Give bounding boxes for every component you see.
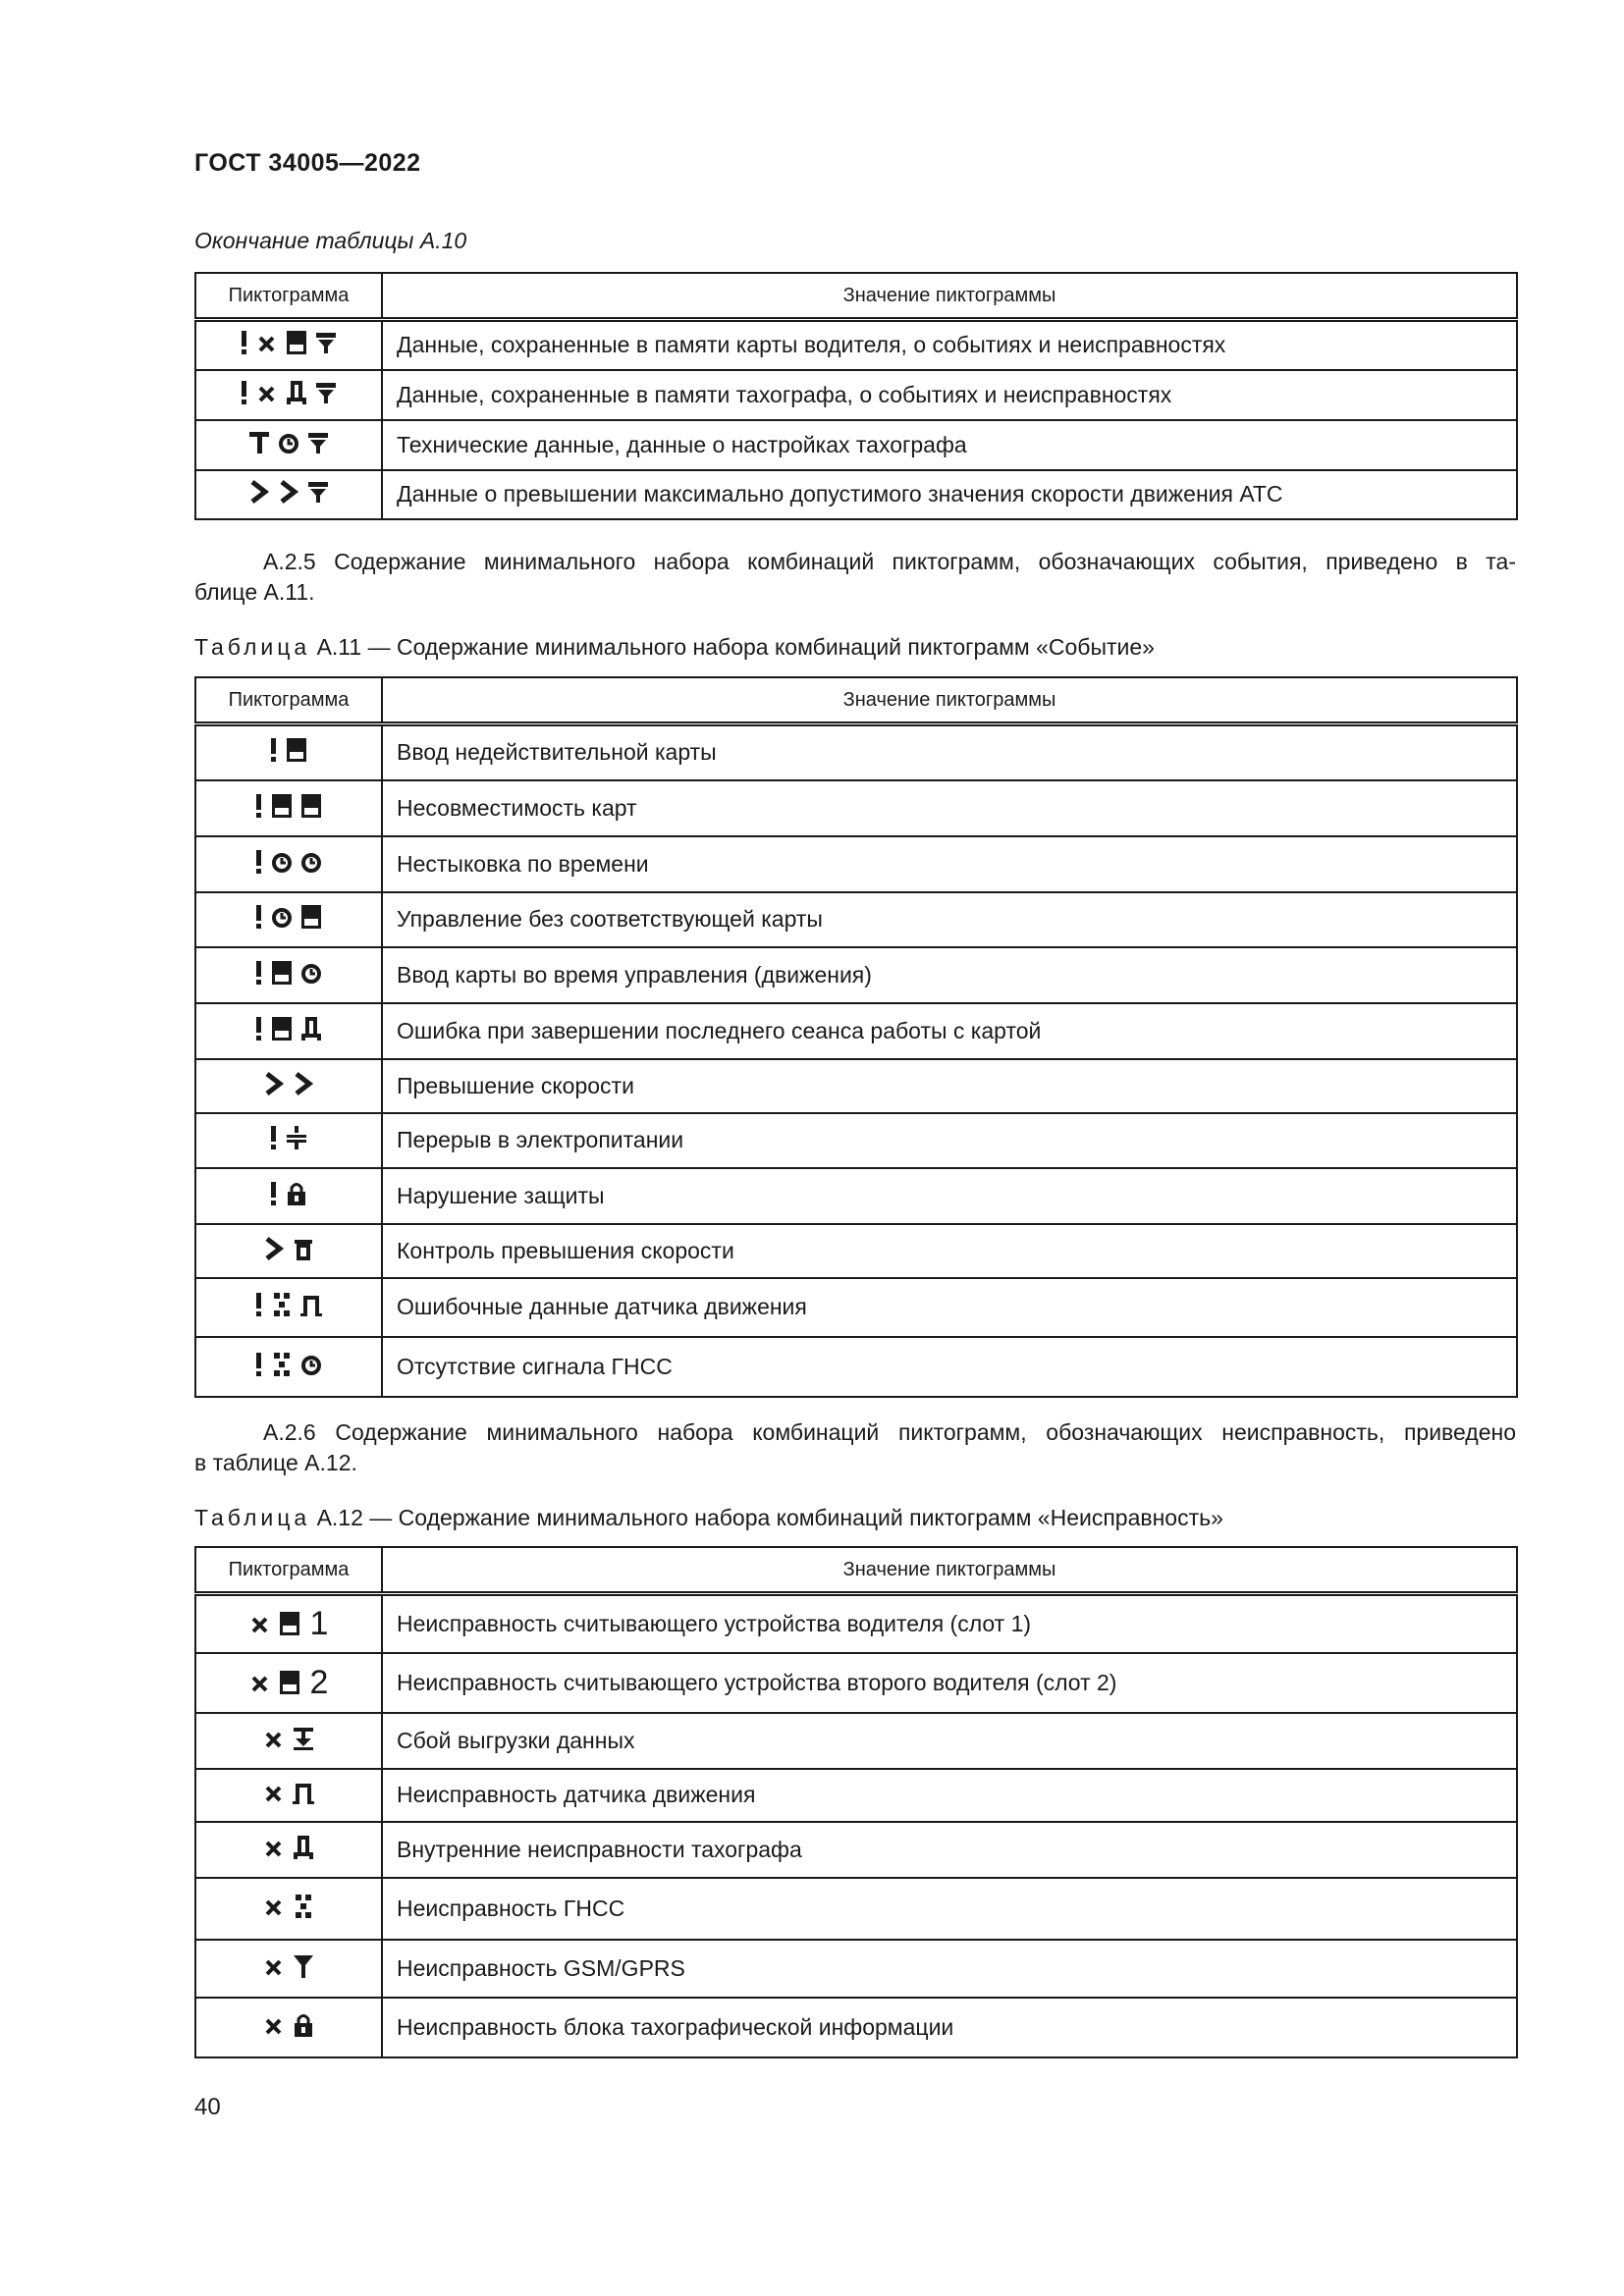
clock-icon: [271, 904, 293, 930]
table-row: [195, 1769, 1517, 1822]
meaning-cell: Сбой выгрузки данных: [382, 1713, 1517, 1769]
pictogram-combination: [263, 1894, 314, 1919]
pictogram-combination: [270, 1125, 307, 1150]
doc-title: ГОСТ 34005—2022: [194, 149, 421, 177]
pictogram-combination: [263, 1780, 314, 1805]
pictogram-cell: [195, 1337, 382, 1397]
pictogram-combination: [249, 1604, 329, 1642]
pictogram-combination: [255, 1352, 322, 1377]
meaning-cell: Ошибочные данные датчика движения: [382, 1278, 1517, 1337]
lock-icon: [293, 2012, 314, 2038]
caption-prefix: Таблица: [194, 634, 311, 660]
meaning-cell: Нарушение защиты: [382, 1168, 1517, 1224]
excl-icon: [255, 960, 263, 986]
pictogram-combination: [248, 430, 329, 455]
meaning-cell: Данные, сохраненные в памяти тахографа, о событиях и неисправностях: [382, 370, 1517, 420]
pictogram-cell: [195, 1168, 382, 1224]
meaning-cell: Неисправность считывающего устройства водителя (слот 1): [382, 1594, 1517, 1653]
cross-icon: [263, 1726, 285, 1751]
pictogram-cell: [195, 1878, 382, 1940]
cross-icon: [256, 330, 278, 355]
table-row: [195, 1940, 1517, 1998]
tachograph-icon: [286, 380, 307, 405]
table-row: [195, 724, 1517, 780]
pictogram-cell: [195, 892, 382, 947]
power-icon: [286, 1125, 307, 1150]
chevron-icon: [248, 479, 270, 505]
pictogram-combination: [255, 904, 322, 930]
pictogram-combination: [248, 479, 329, 505]
card-icon: [300, 793, 322, 819]
meaning-cell: Технические данные, данные о настройках тахографа: [382, 420, 1517, 470]
col-header-meaning: Значение пиктограммы: [382, 273, 1517, 320]
table-row: [195, 370, 1517, 420]
meaning-cell: Превышение скорости: [382, 1059, 1517, 1113]
pictogram-combination: [270, 1181, 307, 1206]
tachograph-icon: [293, 1835, 314, 1860]
pictogram-combination: [249, 1663, 329, 1701]
pictogram-cell: [195, 1769, 382, 1822]
pictogram-cell: [195, 1003, 382, 1059]
gnss-icon: [293, 1894, 314, 1919]
table-a12: [194, 1546, 1518, 2058]
meaning-cell: Управление без соответствующей карты: [382, 892, 1517, 947]
chevron-icon: [263, 1071, 285, 1096]
meaning-cell: Контроль превышения скорости: [382, 1224, 1517, 1278]
table-row: [195, 892, 1517, 947]
col-header-pictogram: Пиктограмма: [195, 677, 382, 724]
antenna-icon: [293, 1953, 314, 1979]
meaning-cell: Неисправность датчика движения: [382, 1769, 1517, 1822]
meaning-cell: Ошибка при завершении последнего сеанса работы с картой: [382, 1003, 1517, 1059]
download-arrow-icon: [293, 1726, 314, 1751]
download-icon: [315, 330, 337, 355]
table-row: [195, 1878, 1517, 1940]
card-icon: [279, 1670, 300, 1695]
card-icon: [279, 1611, 300, 1636]
table-a10: [194, 272, 1518, 520]
excl-icon: [255, 1352, 263, 1377]
pictogram-cell: [195, 320, 382, 370]
card-icon: [300, 904, 322, 930]
meaning-cell: Неисправность GSM/GPRS: [382, 1940, 1517, 1998]
excl-icon: [255, 1292, 263, 1317]
pictogram-cell: [195, 470, 382, 519]
pictogram-combination: [263, 1236, 314, 1261]
pictogram-cell: [195, 1940, 382, 1998]
gnss-icon: [271, 1292, 293, 1317]
table-row: [195, 420, 1517, 470]
table-row: [195, 947, 1517, 1003]
pictogram-combination: [255, 1016, 322, 1041]
meaning-cell: Данные о превышении максимально допустимого значения скорости движения АТС: [382, 470, 1517, 519]
page-number: 40: [194, 2094, 221, 2120]
paragraph-line: А.2.5 Содержание минимального набора комбинаций пиктограмм, обозначающих события, приведено в та-: [263, 549, 1516, 574]
table-row: [195, 1113, 1517, 1168]
pictogram-combination: [255, 793, 322, 819]
table-row: [195, 1278, 1517, 1337]
sensor-icon: [293, 1780, 314, 1805]
meaning-cell: Данные, сохраненные в памяти карты водителя, о событиях и неисправностях: [382, 320, 1517, 370]
meaning-cell: Внутренние неисправности тахографа: [382, 1822, 1517, 1878]
meaning-cell: Неисправность считывающего устройства второго водителя (слот 2): [382, 1653, 1517, 1713]
pictogram-combination: [255, 1292, 322, 1317]
col-header-pictogram: Пиктограмма: [195, 1547, 382, 1594]
paragraph-a25: [194, 547, 1516, 608]
table-header: [195, 1547, 1517, 1594]
download-icon: [315, 380, 337, 405]
table-row: [195, 1653, 1517, 1713]
clock-icon: [278, 430, 299, 455]
table-row: [195, 320, 1517, 370]
table-header: [195, 273, 1517, 320]
pictogram-combination: [263, 2012, 314, 2038]
cross-icon: [263, 1953, 285, 1979]
table-a10-caption: Окончание таблицы А.10: [194, 228, 467, 253]
gnss-icon: [271, 1352, 293, 1377]
card-icon: [271, 793, 293, 819]
chevron-icon: [278, 479, 299, 505]
table-row: [195, 1003, 1517, 1059]
pictogram-combination: [255, 960, 322, 986]
card-icon: [286, 330, 307, 355]
slot-number: 1: [309, 1604, 329, 1642]
tachograph-icon: [300, 1016, 322, 1041]
pictogram-combination: [241, 330, 337, 355]
pictogram-cell: [195, 1713, 382, 1769]
pictogram-combination: [263, 1953, 314, 1979]
cross-icon: [263, 1894, 285, 1919]
table-row: [195, 1168, 1517, 1224]
slot-number: 2: [309, 1663, 329, 1701]
excl-icon: [270, 1125, 278, 1150]
excl-icon: [270, 737, 278, 763]
pictogram-cell: [195, 780, 382, 836]
pictogram-combination: [263, 1726, 314, 1751]
pictogram-combination: [263, 1835, 314, 1860]
pictogram-combination: [241, 380, 337, 405]
pictogram-cell: [195, 1059, 382, 1113]
pictogram-cell: [195, 724, 382, 780]
cross-icon: [263, 1835, 285, 1860]
meaning-cell: Нестыковка по времени: [382, 836, 1517, 892]
table-row: [195, 1998, 1517, 2057]
excl-icon: [270, 1181, 278, 1206]
download-icon: [307, 430, 329, 455]
pictogram-cell: [195, 1653, 382, 1713]
card-icon: [271, 960, 293, 986]
pictogram-combination: [255, 849, 322, 875]
table-row: [195, 1059, 1517, 1113]
meaning-cell: Неисправность блока тахографической информации: [382, 1998, 1517, 2057]
table-row: [195, 780, 1517, 836]
sensor-icon: [300, 1292, 322, 1317]
caption-prefix: Таблица: [194, 1505, 311, 1530]
pictogram-combination: [270, 737, 307, 763]
download-icon: [307, 479, 329, 505]
caption-text: А.12 — Содержание минимального набора комбинаций пиктограмм «Неисправность»: [316, 1505, 1223, 1530]
paragraph-line: А.2.6 Содержание минимального набора комбинаций пиктограмм, обозначающих неисправность, приведено: [263, 1419, 1516, 1445]
excl-icon: [255, 904, 263, 930]
paragraph-line: в таблице А.12.: [194, 1450, 357, 1475]
table-a11: [194, 676, 1518, 1398]
excl-icon: [255, 793, 263, 819]
table-a12-caption: [194, 1505, 1223, 1531]
table-row: [195, 1713, 1517, 1769]
cross-icon: [249, 1611, 271, 1636]
cross-icon: [263, 2012, 285, 2038]
meaning-cell: Отсутствие сигнала ГНСС: [382, 1337, 1517, 1397]
table-a11-caption: [194, 634, 1155, 661]
col-header-meaning: Значение пиктограммы: [382, 677, 1517, 724]
cross-icon: [256, 380, 278, 405]
table-row: [195, 1822, 1517, 1878]
table-row: [195, 1594, 1517, 1653]
col-header-meaning: Значение пиктограммы: [382, 1547, 1517, 1594]
table-row: [195, 836, 1517, 892]
caption-text: А.11 — Содержание минимального набора комбинаций пиктограмм «Событие»: [316, 634, 1155, 660]
table-row: [195, 1337, 1517, 1397]
table-row: [195, 470, 1517, 519]
paragraph-a26: [194, 1417, 1516, 1478]
excl-icon: [241, 330, 248, 355]
meaning-cell: Несовместимость карт: [382, 780, 1517, 836]
pictogram-cell: [195, 370, 382, 420]
clock-icon: [300, 960, 322, 986]
cross-icon: [249, 1670, 271, 1695]
pictogram-cell: [195, 1822, 382, 1878]
chevron-icon: [263, 1236, 285, 1261]
clock-icon: [300, 849, 322, 875]
table-header: [195, 677, 1517, 724]
excl-icon: [241, 380, 248, 405]
pictogram-cell: [195, 420, 382, 470]
card-icon: [271, 1016, 293, 1041]
chevron-icon: [293, 1071, 314, 1096]
pictogram-cell: [195, 1278, 382, 1337]
pictogram-cell: [195, 1113, 382, 1168]
card-icon: [286, 737, 307, 763]
pictogram-combination: [263, 1071, 314, 1096]
clock-icon: [300, 1352, 322, 1377]
pictogram-cell: [195, 1998, 382, 2057]
pictogram-cell: [195, 836, 382, 892]
excl-icon: [255, 849, 263, 875]
lock-icon: [286, 1181, 307, 1206]
calibration-icon: [248, 430, 270, 455]
table-row: [195, 1224, 1517, 1278]
pictogram-cell: [195, 1224, 382, 1278]
excl-icon: [255, 1016, 263, 1041]
meaning-cell: Перерыв в электропитании: [382, 1113, 1517, 1168]
meaning-cell: Ввод карты во время управления (движения): [382, 947, 1517, 1003]
clock-icon: [271, 849, 293, 875]
control-icon: [293, 1236, 314, 1261]
meaning-cell: Ввод недействительной карты: [382, 724, 1517, 780]
paragraph-line: блице А.11.: [194, 579, 315, 605]
meaning-cell: Неисправность ГНСС: [382, 1878, 1517, 1940]
cross-icon: [263, 1780, 285, 1805]
pictogram-cell: [195, 947, 382, 1003]
col-header-pictogram: Пиктограмма: [195, 273, 382, 320]
pictogram-cell: [195, 1594, 382, 1653]
